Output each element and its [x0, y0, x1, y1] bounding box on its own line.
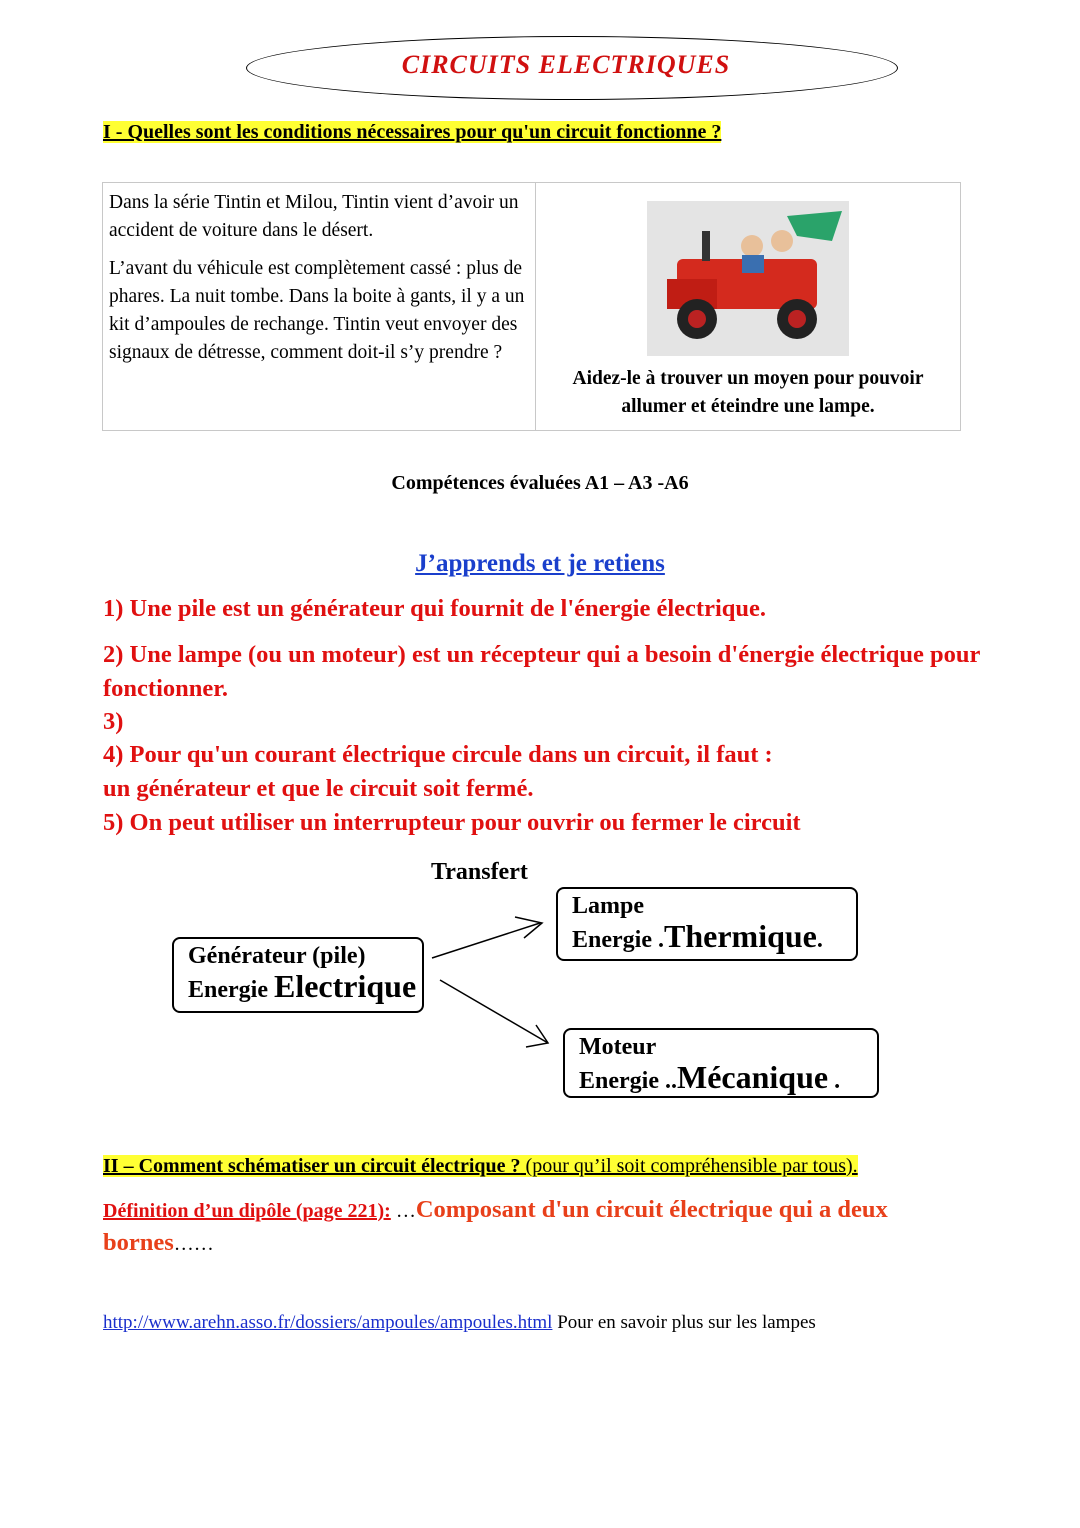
motor-box	[563, 1028, 879, 1098]
link-description: Pour en savoir plus sur les lampes	[552, 1312, 816, 1333]
competences-label: Compétences évaluées A1 – A3 -A6	[391, 472, 689, 494]
rule-4: 4) Pour qu'un courant électrique circule dans un circuit, il faut :	[103, 741, 773, 768]
section1-heading	[103, 121, 721, 144]
motor-energy-suffix: .	[828, 1068, 841, 1094]
section2-heading	[103, 1155, 858, 1178]
rule-2: 2) Une lampe (ou un moteur) est un récepteur qui a besoin d'énergie électrique pour fonctionner.	[103, 641, 980, 702]
motor-name: Moteur	[579, 1034, 657, 1060]
intro-paragraph-1: Dans la série Tintin et Milou, Tintin vient d’avoir un accident de voiture dans le désert.	[109, 192, 519, 241]
rule-1: 1) Une pile est un générateur qui fournit de l'énergie électrique.	[103, 595, 766, 622]
generator-box	[172, 937, 424, 1013]
lamp-name: Lampe	[572, 893, 644, 919]
page-title: CIRCUITS ELECTRIQUES	[401, 50, 731, 79]
generator-energy: Electrique	[273, 968, 417, 1004]
lamp-box	[556, 887, 858, 961]
definition-dots-after: ……	[173, 1233, 214, 1255]
transfer-label: Transfert	[431, 859, 528, 885]
energy-transfer-diagram	[150, 855, 890, 1115]
section1-heading-text: I - Quelles sont les conditions nécessaires pour qu'un circuit fonctionne ?	[103, 121, 722, 143]
intro-text-cell	[103, 183, 536, 431]
definition-answer: Composant d'un circuit électrique qui a deux bornes	[103, 1196, 888, 1256]
apprends-heading: J’apprends et je retiens	[415, 550, 665, 577]
lamp-energy-prefix: Energie .	[572, 927, 664, 953]
intro-image-cell	[536, 183, 961, 431]
intro-paragraph-2: L’avant du véhicule est complètement cassé : plus de phares. La nuit tombe. Dans la boite à gants, il y a un kit d’ampoules de rechange. Tintin veut envoyer des signaux de détresse, comment doit-il s’y prendre ?	[109, 258, 525, 363]
section2-heading-bold: II – Comment schématiser un circuit électrique ?	[103, 1155, 521, 1177]
image-caption: Aidez-le à trouver un moyen pour pouvoir allumer et éteindre une lampe.	[572, 368, 924, 417]
tintin-jeep-image	[647, 201, 849, 356]
rule-3: 3)	[103, 708, 124, 735]
definition-label: Définition d’un dipôle (page 221):	[103, 1200, 391, 1222]
motor-energy: Mécanique	[676, 1059, 829, 1095]
dipole-definition	[103, 1194, 963, 1260]
rule-4-continued: un générateur et que le circuit soit fermé.	[103, 775, 534, 802]
generator-energy-prefix: Energie	[188, 977, 274, 1003]
ampoules-link[interactable]: http://www.arehn.asso.fr/dossiers/ampoules/ampoules.html	[103, 1312, 553, 1333]
intro-table	[102, 182, 961, 431]
motor-energy-prefix: Energie ..	[579, 1068, 677, 1094]
section2-heading-plain: (pour qu’il soit compréhensible par tous).	[520, 1155, 858, 1177]
rule-5: 5) On peut utiliser un interrupteur pour ouvrir ou fermer le circuit	[103, 809, 801, 836]
definition-dots-before: …	[390, 1200, 416, 1222]
lamp-energy: Thermique	[663, 918, 817, 954]
more-info-line	[103, 1312, 816, 1334]
generator-name: Générateur (pile)	[188, 943, 366, 969]
lamp-energy-suffix: .	[816, 927, 823, 953]
